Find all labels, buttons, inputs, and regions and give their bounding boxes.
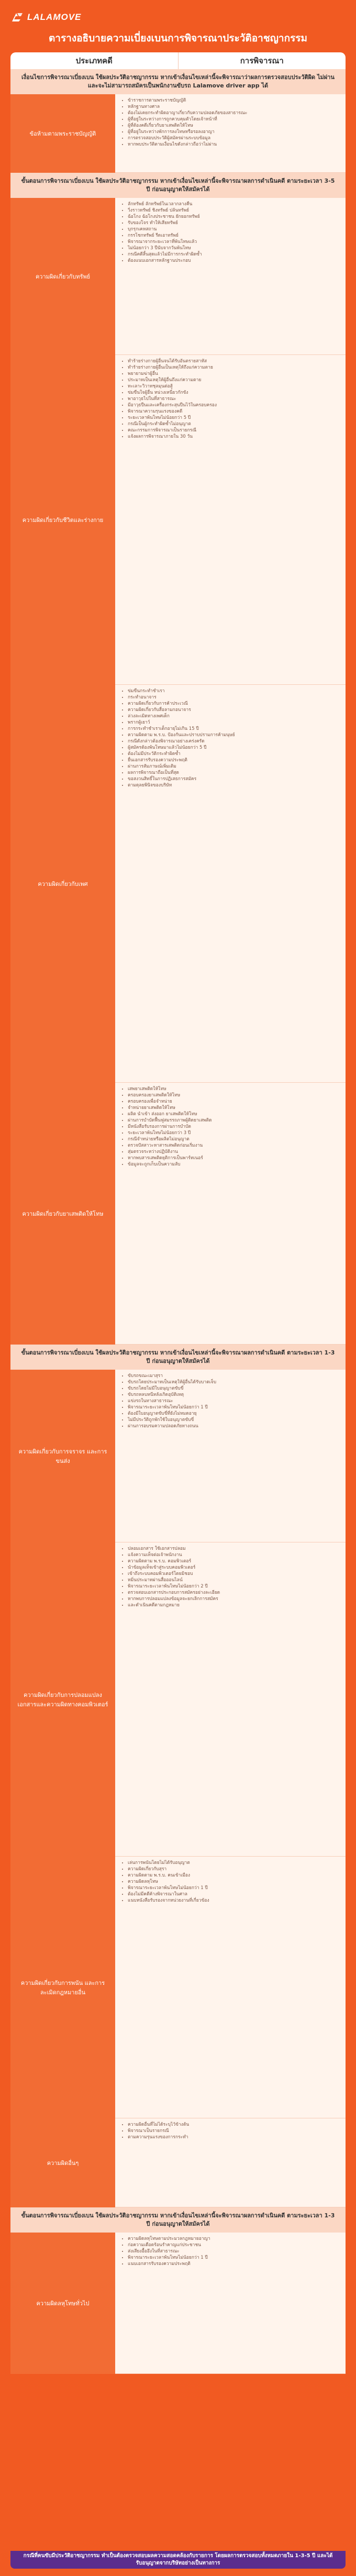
list-item: • ผ่านการบำบัดฟื้นฟูสมรรถภาพผู้ติดยาเสพติด: [128, 1117, 339, 1124]
list-item: • หากพบประวัติตามเงื่อนไขดังกล่าวถือว่าไม่ผ่าน: [128, 141, 339, 148]
list-item: • ข่มขืนกระทำชำเรา: [128, 688, 339, 694]
list-item: • ความผิดตาม พ.ร.บ. คนเข้าเมือง: [128, 1872, 339, 1879]
list-item: • แข่งรถในทางสาธารณะ: [128, 1398, 339, 1404]
list-item: • กรณีเป็นผู้กระทำผิดซ้ำไม่อนุญาต: [128, 421, 339, 427]
table-row: [10, 2233, 346, 2374]
list-item: • หมิ่นประมาทผ่านสื่อออนไลน์: [128, 1577, 339, 1583]
list-item: • ตรวจปัสสาวะหาสารเสพติดก่อนเริ่มงาน: [128, 1142, 339, 1149]
table-row: [10, 1083, 346, 1345]
row-content: [115, 94, 346, 173]
list-item: • แจ้งความเท็จต่อเจ้าพนักงาน: [128, 1552, 339, 1558]
list-item: • วิ่งราวทรัพย์ ชิงทรัพย์ ปล้นทรัพย์: [128, 207, 339, 214]
list-item: • เสพยาเสพติดให้โทษ: [128, 1086, 339, 1092]
list-item: • พยายามฆ่าผู้อื่น: [128, 371, 339, 377]
condition-list: [121, 2236, 339, 2267]
list-item: • ความผิดลหุโทษตามประมวลกฎหมายอาญา: [128, 2236, 339, 2242]
list-item: • ขับรถขณะเมาสุรา: [128, 1373, 339, 1379]
list-item: • ทำร้ายร่างกายผู้อื่นเป็นเหตุให้ถึงแก่ความตาย: [128, 364, 339, 371]
list-item: • กรณีดังกล่าวต้องพิจารณาอย่างเคร่งครัด: [128, 738, 339, 745]
list-item: • กรรโชกทรัพย์ รีดเอาทรัพย์: [128, 232, 339, 239]
list-item: • รับของโจร ทำให้เสียทรัพย์: [128, 220, 339, 226]
row-content: [115, 198, 346, 355]
list-item: • คณะกรรมการพิจารณาเป็นรายกรณี: [128, 427, 339, 434]
row-content: [115, 685, 346, 1083]
row-content: [115, 1857, 346, 2118]
list-item: • ผู้ที่อยู่ในระหว่างพักการลงโทษหรือรอลงอาญา: [128, 129, 339, 135]
list-item: • ข้อมูลจะถูกเก็บเป็นความลับ: [128, 1161, 339, 1168]
list-item: • ตามดุลยพินิจของบริษัท: [128, 782, 339, 789]
list-item: • ตามความรุนแรงของการกระทำ: [128, 2134, 339, 2140]
list-item: • ครอบครองเพื่อจำหน่าย: [128, 1098, 339, 1105]
list-item: • และดำเนินคดีตามกฎหมาย: [128, 1602, 339, 1608]
row-label: ความผิดลหุโทษทั่วไป: [10, 2233, 115, 2374]
row-label: ความผิดเกี่ยวกับการปลอมแปลง เอกสารและความผิดทางคอมพิวเตอร์: [10, 1542, 115, 1857]
list-item: • ความผิดอื่นที่ไม่ได้ระบุไว้ข้างต้น: [128, 2122, 339, 2128]
list-item: • ครอบครองยาเสพติดให้โทษ: [128, 1092, 339, 1098]
list-item: • ต้องไม่มีประวัติกระทำผิดซ้ำ: [128, 751, 339, 757]
list-item: • กระทำอนาจาร: [128, 694, 339, 701]
section-heading: ขั้นตอนการพิจารณาเบี่ยงเบน ใช้ผลประวัติอาชญากรรม หากเข้าเงื่อนไขเหล่านี้จะพิจารณาผลการดำเนินคดี ตามระยะเวลา 3-5 ปี ก่อนอนุญาตให้สมัครได้: [10, 173, 346, 198]
row-label: ความผิดเกี่ยวกับเพศ: [10, 685, 115, 1083]
list-item: • ผู้ที่ต้องคดีเกี่ยวกับยาเสพติดให้โทษ: [128, 123, 339, 129]
list-item: • ต้องไม่มีคดีค้างพิจารณาในศาล: [128, 1891, 339, 1897]
brand-name: LALAMOVE: [27, 12, 82, 22]
row-content: [115, 2118, 346, 2207]
list-item: • กรณีคดีสิ้นสุดแล้วไม่มีการกระทำผิดซ้ำ: [128, 251, 339, 258]
lalamove-logo-icon: [10, 12, 24, 23]
condition-list: [121, 97, 339, 148]
list-item: • เล่นการพนันโดยไม่ได้รับอนุญาต: [128, 1860, 339, 1866]
list-item: • พิจารณาความรุนแรงของคดี: [128, 408, 339, 415]
table-row: [10, 198, 346, 355]
condition-list: [121, 201, 339, 264]
list-item: • ยื่นเอกสารรับรองความประพฤติ: [128, 757, 339, 763]
list-item: • ข่มขืนใจผู้อื่น หน่วงเหนี่ยวกักขัง: [128, 390, 339, 396]
column-header-type: ประเภทคดี: [75, 56, 113, 65]
list-item: • ระยะเวลาพ้นโทษไม่น้อยกว่า 3 ปี: [128, 1130, 339, 1136]
list-item: • มีอาวุธปืนและเครื่องกระสุนปืนไว้ในครอบครอง: [128, 402, 339, 408]
row-content: [115, 1370, 346, 1542]
list-item: • พิจารณาระยะเวลาพ้นโทษไม่น้อยกว่า 1 ปี: [128, 1404, 339, 1411]
list-item: • ต้องมีใบอนุญาตขับขี่ที่ยังไม่หมดอายุ: [128, 1411, 339, 1417]
list-item: • ต้องไม่เคยกระทำผิดอาญาเกี่ยวกับความปลอดภัยของสาธารณะ: [128, 110, 339, 116]
section-heading: เงื่อนไขการพิจารณาเบี่ยงเบน ใช้ผลประวัติอาชญากรรม หากเข้าเงื่อนไขเหล่านี้จะพิจารณาว่าผลการตรวจสอบประวัติผิด ไม่ผ่านและจะไม่สามารถสมัครเป็นพนักงานขับรถ Lalamove driver app ได้: [10, 69, 346, 94]
row-label: ความผิดเกี่ยวกับชีวิตและร่างกาย: [10, 355, 115, 685]
list-item: • พรากผู้เยาว์: [128, 719, 339, 726]
list-item: • ลักทรัพย์ ลักทรัพย์ในเวลากลางคืน: [128, 201, 339, 207]
list-item: • สุ่มตรวจระหว่างปฏิบัติงาน: [128, 1149, 339, 1155]
list-item: • ข้าราชการตามพระราชบัญญัติ: [128, 97, 339, 104]
table-row: [10, 1542, 346, 1857]
deviation-table: [10, 52, 346, 2374]
list-item: • ผู้ที่อยู่ในระหว่างการถูกควบคุมตัวโดยเจ้าหน้าที่: [128, 116, 339, 123]
brand: [10, 12, 81, 23]
row-content: [115, 1083, 346, 1345]
list-item: • แจ้งผลการพิจารณาภายใน 30 วัน: [128, 434, 339, 440]
row-label: ความผิดเกี่ยวกับยาเสพติดให้โทษ: [10, 1083, 115, 1345]
list-item: • ตรวจสอบเอกสารประกอบการสมัครอย่างละเอียด: [128, 1590, 339, 1596]
list-item: • ฉ้อโกง ฉ้อโกงประชาชน ยักยอกทรัพย์: [128, 214, 339, 220]
list-item: • ปลอมเอกสาร ใช้เอกสารปลอม: [128, 1546, 339, 1552]
list-item: • ผ่านการอบรมความปลอดภัยทางถนน: [128, 1423, 339, 1429]
list-item: • พิจารณาจากระยะเวลาที่พ้นโทษแล้ว: [128, 239, 339, 245]
condition-list: [121, 1086, 339, 1168]
list-item: • ไม่น้อยกว่า 3 ปีนับจากวันพ้นโทษ: [128, 245, 339, 251]
list-item: • นำข้อมูลเท็จเข้าสู่ระบบคอมพิวเตอร์: [128, 1564, 339, 1571]
footer-note: กรณีที่คนขับมีประวัติอาชญากรรม ทำเป็นต้องตรวจสอบผลความสอดคล้องกับรายการ โดยผลการตรวจสอบทั้งหมดภายใน 1-3-5 ปี และได้รับอนุญาตจากบริษัทอย่างเป็นทางการ: [10, 2551, 346, 2569]
condition-list: [121, 358, 339, 440]
row-content: [115, 355, 346, 685]
list-item: • การตรวจสอบประวัติผู้สมัครผ่านระบบข้อมูล: [128, 135, 339, 141]
table-row: [10, 1370, 346, 1542]
table-row: [10, 2118, 346, 2207]
list-item: • เข้าถึงระบบคอมพิวเตอร์โดยมิชอบ: [128, 1571, 339, 1577]
table-header: [10, 52, 346, 69]
list-item: • ส่งเสียงอื้ออึงในที่สาธารณะ: [128, 2248, 339, 2255]
list-item: • ผ่านการสัมภาษณ์เพิ่มเติม: [128, 763, 339, 770]
list-item: • พิจารณาเป็นรายกรณี: [128, 2128, 339, 2134]
list-item: • ความผิดตาม พ.ร.บ. ป้องกันและปราบปรามการค้ามนุษย์: [128, 732, 339, 738]
condition-list: [121, 2122, 339, 2140]
list-item: • หลักฐานทางศาล: [128, 104, 339, 110]
list-item: • ขับรถโดยประมาทเป็นเหตุให้ผู้อื่นได้รับบาดเจ็บ: [128, 1379, 339, 1385]
list-item: • แนบหนังสือรับรองจากหน่วยงานที่เกี่ยวข้อง: [128, 1897, 339, 1904]
table-row: [10, 94, 346, 173]
list-item: • ต้องแนบเอกสารหลักฐานประกอบ: [128, 258, 339, 264]
list-item: • ทะเลาะวิวาทชุลมุนต่อสู้: [128, 383, 339, 390]
list-item: • แนบเอกสารรับรองความประพฤติ: [128, 2261, 339, 2267]
list-item: • ความผิดเกี่ยวกับสื่อลามกอนาจาร: [128, 707, 339, 713]
list-item: • ประมาทเป็นเหตุให้ผู้อื่นถึงแก่ความตาย: [128, 377, 339, 383]
list-item: • ความผิดเกี่ยวกับสุรา: [128, 1866, 339, 1872]
condition-list: [121, 1373, 339, 1429]
list-item: • ขับรถหลบหนีหลังเกิดอุบัติเหตุ: [128, 1392, 339, 1398]
section-heading: ขั้นตอนการพิจารณาเบี่ยงเบน ใช้ผลประวัติอาชญากรรม หากเข้าเงื่อนไขเหล่านี้จะพิจารณาผลการดำเนินคดี ตามระยะเวลา 1-3 ปี ก่อนอนุญาตให้สมัครได้: [10, 1345, 346, 1370]
list-item: • ก่อความเดือดร้อนรำคาญแก่ประชาชน: [128, 2242, 339, 2248]
list-item: • หากพบสารเสพติดยุติการเป็นพาร์ทเนอร์: [128, 1155, 339, 1161]
list-item: • หากพบการปลอมแปลงข้อมูลจะยกเลิกการสมัคร: [128, 1596, 339, 1602]
list-item: • ความผิดตาม พ.ร.บ. คอมพิวเตอร์: [128, 1558, 339, 1564]
list-item: • ผลิต นำเข้า ส่งออก ยาเสพติดให้โทษ: [128, 1111, 339, 1117]
row-label: ความผิดเกี่ยวกับทรัพย์: [10, 198, 115, 355]
list-item: • ขอสงวนสิทธิ์ในการปฏิเสธการสมัคร: [128, 776, 339, 782]
row-label: ความผิดเกี่ยวกับการพนัน และการละเมิดกฎหมายอื่น: [10, 1857, 115, 2118]
list-item: • มีหนังสือรับรองการผ่านการบำบัด: [128, 1124, 339, 1130]
list-item: • ขับรถโดยไม่มีใบอนุญาตขับขี่: [128, 1385, 339, 1392]
list-item: • กรณีจำหน่ายหรือผลิตไม่อนุญาต: [128, 1136, 339, 1142]
condition-list: [121, 1860, 339, 1904]
condition-list: [121, 688, 339, 789]
row-content: [115, 1542, 346, 1857]
list-item: • พิจารณาระยะเวลาพ้นโทษไม่น้อยกว่า 1 ปี: [128, 1885, 339, 1891]
list-item: • พิจารณาระยะเวลาพ้นโทษไม่น้อยกว่า 1 ปี: [128, 2255, 339, 2261]
list-item: • ผลการพิจารณาถือเป็นที่สุด: [128, 770, 339, 776]
list-item: • ล่วงละเมิดทางเพศเด็ก: [128, 713, 339, 719]
list-item: • ความผิดลหุโทษ: [128, 1879, 339, 1885]
table-row: [10, 1857, 346, 2118]
list-item: • บุกรุกเคหสถาน: [128, 226, 339, 232]
row-label: ข้อห้ามตามพระราชบัญญัติ: [10, 94, 115, 173]
list-item: • จำหน่ายยาเสพติดให้โทษ: [128, 1105, 339, 1111]
condition-list: [121, 1546, 339, 1608]
list-item: • การกระทำชำเราเด็กอายุไม่เกิน 15 ปี: [128, 726, 339, 732]
row-content: [115, 2233, 346, 2374]
list-item: • ระยะเวลาพ้นโทษไม่น้อยกว่า 5 ปี: [128, 415, 339, 421]
list-item: • ไม่มีประวัติถูกพักใช้ใบอนุญาตขับขี่: [128, 1417, 339, 1423]
page-title: ตารางอธิบายความเบี่ยงเบนการพิจารณาประวัติอาชญากรรม: [48, 32, 308, 44]
list-item: • ทำร้ายร่างกายผู้อื่นจนได้รับอันตรายสาหัส: [128, 358, 339, 364]
section-heading: ขั้นตอนการพิจารณาเบี่ยงเบน ใช้ผลประวัติอาชญากรรม หากเข้าเงื่อนไขเหล่านี้จะพิจารณาผลการดำเนินคดี ตามระยะเวลา 1-3 ปี ก่อนอนุญาตให้สมัครได้: [10, 2207, 346, 2233]
list-item: • พิจารณาระยะเวลาพ้นโทษไม่น้อยกว่า 2 ปี: [128, 1583, 339, 1590]
column-header-consideration: การพิจารณา: [178, 52, 346, 69]
table-row: [10, 355, 346, 685]
list-item: • พาอาวุธไปในที่สาธารณะ: [128, 396, 339, 402]
list-item: • ผู้สมัครต้องพ้นโทษมาแล้วไม่น้อยกว่า 5 ปี: [128, 745, 339, 751]
list-item: • ความผิดเกี่ยวกับการค้าประเวณี: [128, 701, 339, 707]
row-label: ความผิดเกี่ยวกับการจราจร และการขนส่ง: [10, 1370, 115, 1542]
table-row: [10, 685, 346, 1083]
row-label: ความผิดอื่นๆ: [10, 2118, 115, 2207]
